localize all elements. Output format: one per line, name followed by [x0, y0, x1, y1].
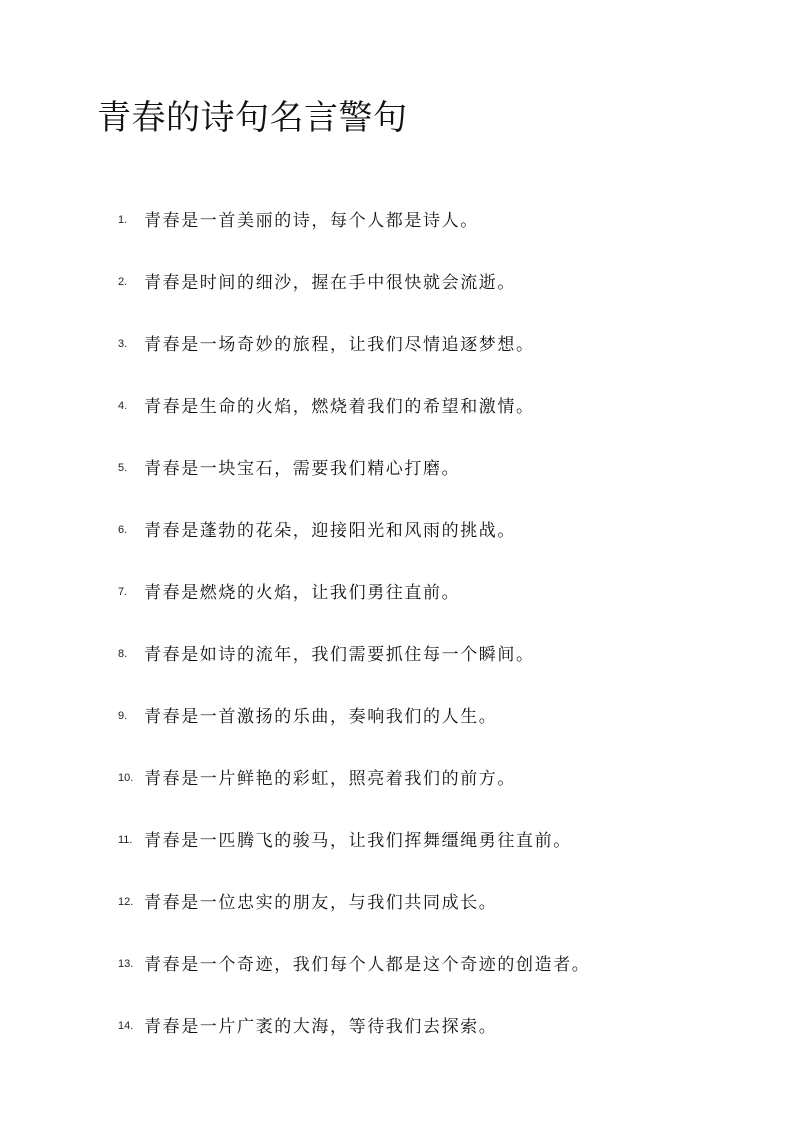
item-number: 6. [118, 523, 128, 536]
item-number: 1. [118, 213, 128, 226]
item-number: 13. [118, 957, 134, 970]
item-text: 青春是如诗的流年，我们需要抓住每一个瞬间。 [144, 644, 535, 665]
item-text: 青春是生命的火焰，燃烧着我们的希望和激情。 [144, 396, 535, 417]
item-text: 青春是一块宝石，需要我们精心打磨。 [144, 458, 461, 479]
list-item [118, 869, 590, 931]
item-number: 11. [118, 833, 133, 846]
list-item [118, 993, 590, 1055]
list-item [118, 249, 590, 311]
item-text: 青春是一匹腾飞的骏马，让我们挥舞缰绳勇往直前。 [144, 830, 572, 851]
list-item [118, 807, 590, 869]
item-text: 青春是燃烧的火焰，让我们勇往直前。 [144, 582, 461, 603]
item-text: 青春是蓬勃的花朵，迎接阳光和风雨的挑战。 [144, 520, 516, 541]
list-item [118, 373, 590, 435]
item-number: 3. [118, 337, 128, 350]
list-item [118, 683, 590, 745]
item-number: 8. [118, 647, 128, 660]
list-item [118, 621, 590, 683]
list-item [118, 497, 590, 559]
item-text: 青春是一场奇妙的旅程，让我们尽情追逐梦想。 [144, 334, 535, 355]
item-number: 9. [118, 709, 128, 722]
item-number: 10. [118, 771, 134, 784]
item-text: 青春是一首美丽的诗，每个人都是诗人。 [144, 210, 479, 231]
item-text: 青春是一首激扬的乐曲，奏响我们的人生。 [144, 706, 498, 727]
item-number: 5. [118, 461, 128, 474]
list-item [118, 931, 590, 993]
item-number: 14. [118, 1019, 134, 1032]
list-item [118, 311, 590, 373]
list-item [118, 559, 590, 621]
list-item [118, 745, 590, 807]
item-text: 青春是一片广袤的大海，等待我们去探索。 [144, 1016, 498, 1037]
quote-list [118, 187, 590, 1055]
item-number: 7. [118, 585, 128, 598]
item-text: 青春是一位忠实的朋友，与我们共同成长。 [144, 892, 498, 913]
item-text: 青春是一个奇迹，我们每个人都是这个奇迹的创造者。 [144, 954, 591, 975]
page-title: 青春的诗句名言警句 [97, 98, 408, 138]
item-text: 青春是一片鲜艳的彩虹，照亮着我们的前方。 [144, 768, 516, 789]
item-number: 2. [118, 275, 128, 288]
list-item [118, 435, 590, 497]
item-text: 青春是时间的细沙，握在手中很快就会流逝。 [144, 272, 516, 293]
item-number: 4. [118, 399, 128, 412]
item-number: 12. [118, 895, 134, 908]
list-item [118, 187, 590, 249]
